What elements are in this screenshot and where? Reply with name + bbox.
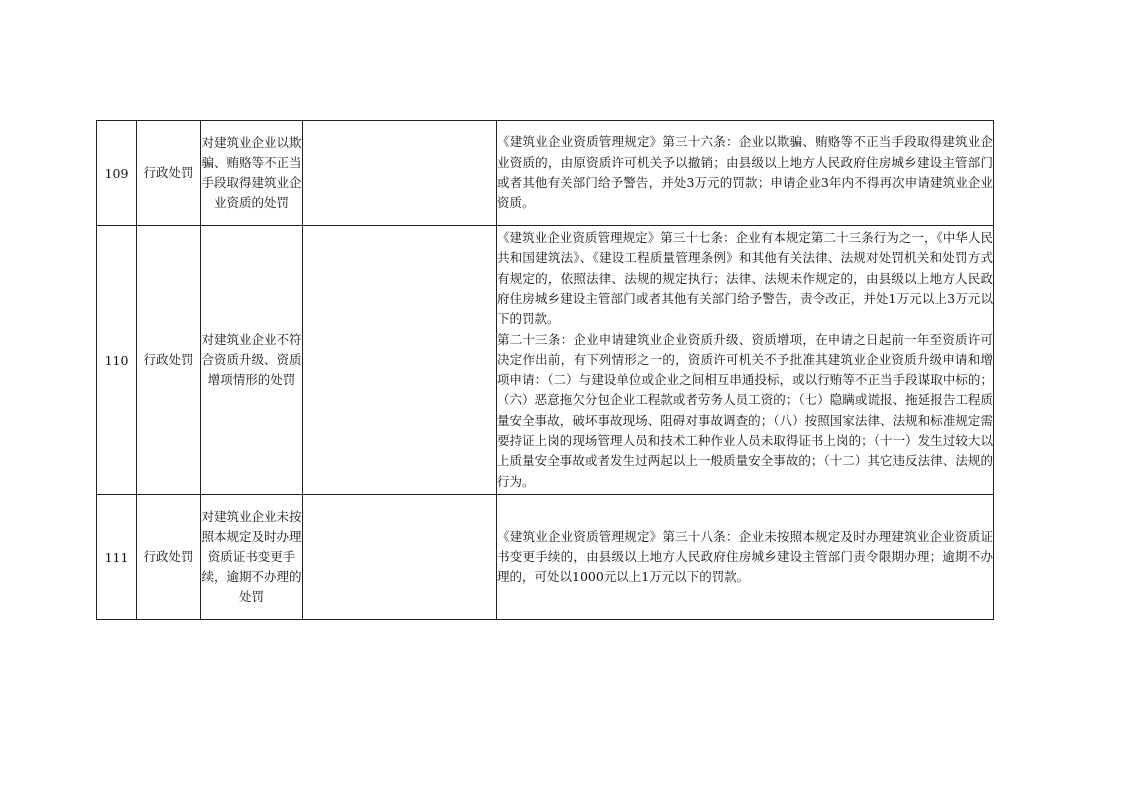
legal-basis-paragraph: 《建筑业企业资质管理规定》第三十六条：企业以欺骗、贿赂等不正当手段取得建筑业企业资质的，由原资质许可机关予以撤销；由县级以上地方人民政府住房城乡建设主管部门或者其他有关部门给予警告，并处3万元的罚款；申请企业3年内不得再次申请建筑业企业资质。 bbox=[497, 134, 993, 211]
legal-basis-paragraph: 第二十三条：企业申请建筑业企业资质升级、资质增项，在申请之日起前一年至资质许可决定作出前，有下列情形之一的，资质许可机关不予批准其建筑业企业资质升级申请和增项申请：（二）与建设单位或企业之间相互串通投标，或以行贿等不正当手段谋取中标的；（六）恶意拖欠分包企业工程款或者劳务人员工资的；（七）隐瞒或谎报、拖延报告工程质量安全事故，破坏事故现场、阻碍对事故调查的；（八）按照国家法律、法规和标准规定需要持证上岗的现场管理人员和技术工种作业人员未取得证书上岗的；（十一）发生过较大以上质量安全事故或者发生过两起以上一般质量安全事故的；（十二）其它违反法律、法规的行为。 bbox=[497, 331, 993, 489]
legal-basis bbox=[497, 226, 994, 495]
legal-basis bbox=[497, 121, 994, 226]
penalty-category: 行政处罚 bbox=[137, 495, 201, 620]
table-row bbox=[97, 495, 994, 620]
penalty-table bbox=[96, 120, 994, 620]
responsible-cell bbox=[303, 121, 497, 226]
legal-basis bbox=[497, 495, 994, 620]
legal-basis-paragraph: 《建筑业企业资质管理规定》第三十七条：企业有本规定第二十三条行为之一，《中华人民共和国建筑法》、《建设工程质量管理条例》和其他有关法律、法规对处罚机关和处罚方式有规定的，依照法律、法规的规定执行；法律、法规未作规定的，由县级以上地方人民政府住房城乡建设主管部门或者其他有关部门给予警告，责令改正，并处1万元以上3万元以下的罚款。 bbox=[497, 230, 993, 327]
penalty-item: 对建筑业企业不符合资质升级、资质增项情形的处罚 bbox=[201, 226, 303, 495]
row-number: 111 bbox=[97, 495, 137, 620]
penalty-item: 对建筑业企业未按照本规定及时办理资质证书变更手续，逾期不办理的处罚 bbox=[201, 495, 303, 620]
table-row bbox=[97, 226, 994, 495]
table-row bbox=[97, 121, 994, 226]
penalty-category: 行政处罚 bbox=[137, 226, 201, 495]
responsible-cell bbox=[303, 226, 497, 495]
row-number: 110 bbox=[97, 226, 137, 495]
row-number: 109 bbox=[97, 121, 137, 226]
legal-basis-paragraph: 《建筑业企业资质管理规定》第三十八条：企业未按照本规定及时办理建筑业企业资质证书变更手续的，由县级以上地方人民政府住房城乡建设主管部门责令限期办理；逾期不办理的，可处以1000元以上1万元以下的罚款。 bbox=[497, 528, 993, 585]
responsible-cell bbox=[303, 495, 497, 620]
penalty-item: 对建筑业企业以欺骗、贿赂等不正当手段取得建筑业企业资质的处罚 bbox=[201, 121, 303, 226]
penalty-category: 行政处罚 bbox=[137, 121, 201, 226]
